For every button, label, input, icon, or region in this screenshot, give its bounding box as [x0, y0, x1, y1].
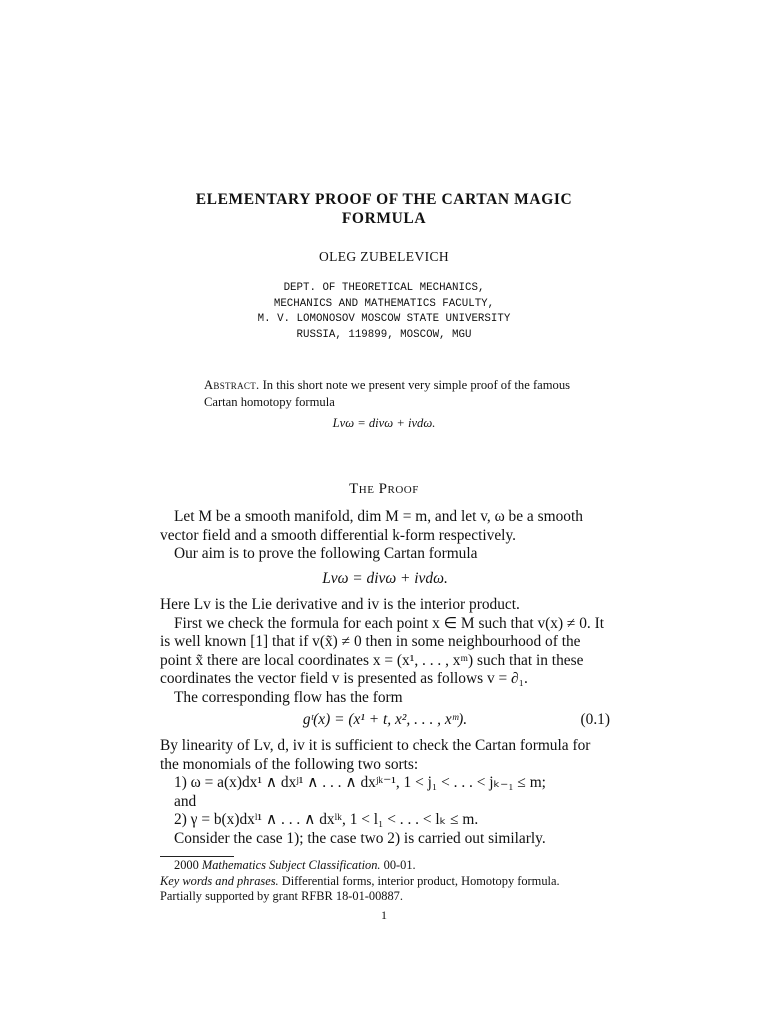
section-heading: The Proof — [349, 481, 419, 497]
footnote-grant: Partially supported by grant RFBR 18-01-00887. — [160, 889, 403, 904]
affiliation-line: MECHANICS AND MATHEMATICS FACULTY, — [273, 297, 495, 310]
flow-formula — [160, 711, 610, 729]
case-2: 2) γ = b(x)dxˡ¹ ∧ . . . ∧ dxˡᵏ, 1 < l₁ < . . . < lₖ ≤ m. — [174, 811, 479, 829]
author-name: OLEG ZUBELEVICH — [318, 249, 450, 264]
footnotes — [160, 858, 614, 905]
footnote-label: Key words and phrases. — [160, 873, 279, 888]
paragraph: Here Lv is the Lie derivative and iv is the interior product. — [160, 596, 520, 613]
affiliation-line: M. V. LOMONOSOV MOSCOW STATE UNIVERSITY — [257, 313, 511, 325]
abstract-formula: Lvω = divω + ivdω. — [332, 416, 436, 430]
paragraph: First we check the formula for each point x ∈ M such that v(x) ≠ 0. It is well known [1] that if v(x̃) ≠ 0 then in some neighbourhood of the point x̃ there are local coordinates x = (x¹, . . . , xᵐ) such that in these coordinates the vector field v is presented as follows v = ∂₁. — [160, 614, 605, 688]
footnote-value: Differential forms, interior product, Homotopy formula. — [281, 873, 560, 888]
paragraph: Our aim is to prove the following Cartan formula — [174, 545, 478, 563]
body-text-middle — [160, 596, 610, 708]
flow-formula-text: gᵗ(x) = (x¹ + t, x², . . . , xᵐ). — [302, 711, 468, 728]
equation-number: (0.1) — [580, 711, 610, 728]
cartan-formula: Lvω = divω + ivdω. — [322, 570, 448, 587]
page-number: 1 — [381, 908, 387, 922]
affiliation-block — [0, 281, 768, 343]
paper-title — [0, 190, 768, 228]
case-1: 1) ω = a(x)dx¹ ∧ dxʲ¹ ∧ . . . ∧ dxʲᵏ⁻¹, 1 < j₁ < . . . < jₖ₋₁ ≤ m; — [174, 774, 546, 792]
footnote-keywords — [160, 874, 614, 890]
footnote-label: Mathematics Subject Classification. — [201, 858, 381, 872]
footnote-msc — [174, 858, 614, 874]
abstract-label: Abstract. — [204, 378, 260, 392]
footnote-rule — [160, 856, 234, 857]
paragraph: The corresponding flow has the form — [174, 688, 403, 706]
affiliation-line: DEPT. OF THEORETICAL MECHANICS, — [283, 282, 485, 294]
body-text-bottom — [160, 737, 610, 849]
and-word: and — [174, 792, 197, 810]
paragraph: Let M be a smooth manifold, dim M = m, and let v, ω be a smooth vector field and a smooth differential k-form respectively. — [160, 508, 583, 544]
paragraph: By linearity of Lv, d, iv it is sufficient to check the Cartan formula for the monomials of the following two sorts: — [160, 737, 591, 773]
body-text-top — [160, 508, 610, 564]
footnote-year: 2000 — [174, 858, 199, 872]
footnote-value: 00-01. — [383, 858, 416, 872]
affiliation-line: RUSSIA, 119899, MOSCOW, MGU — [296, 328, 472, 341]
paragraph: Consider the case 1); the case two 2) is carried out similarly. — [174, 829, 546, 847]
abstract-text: In this short note we present very simple proof of the famous Cartan homotopy formula — [204, 378, 571, 409]
title-line-1: ELEMENTARY PROOF OF THE CARTAN MAGIC — [195, 191, 573, 208]
abstract — [204, 377, 574, 411]
title-line-2: FORMULA — [341, 210, 427, 227]
